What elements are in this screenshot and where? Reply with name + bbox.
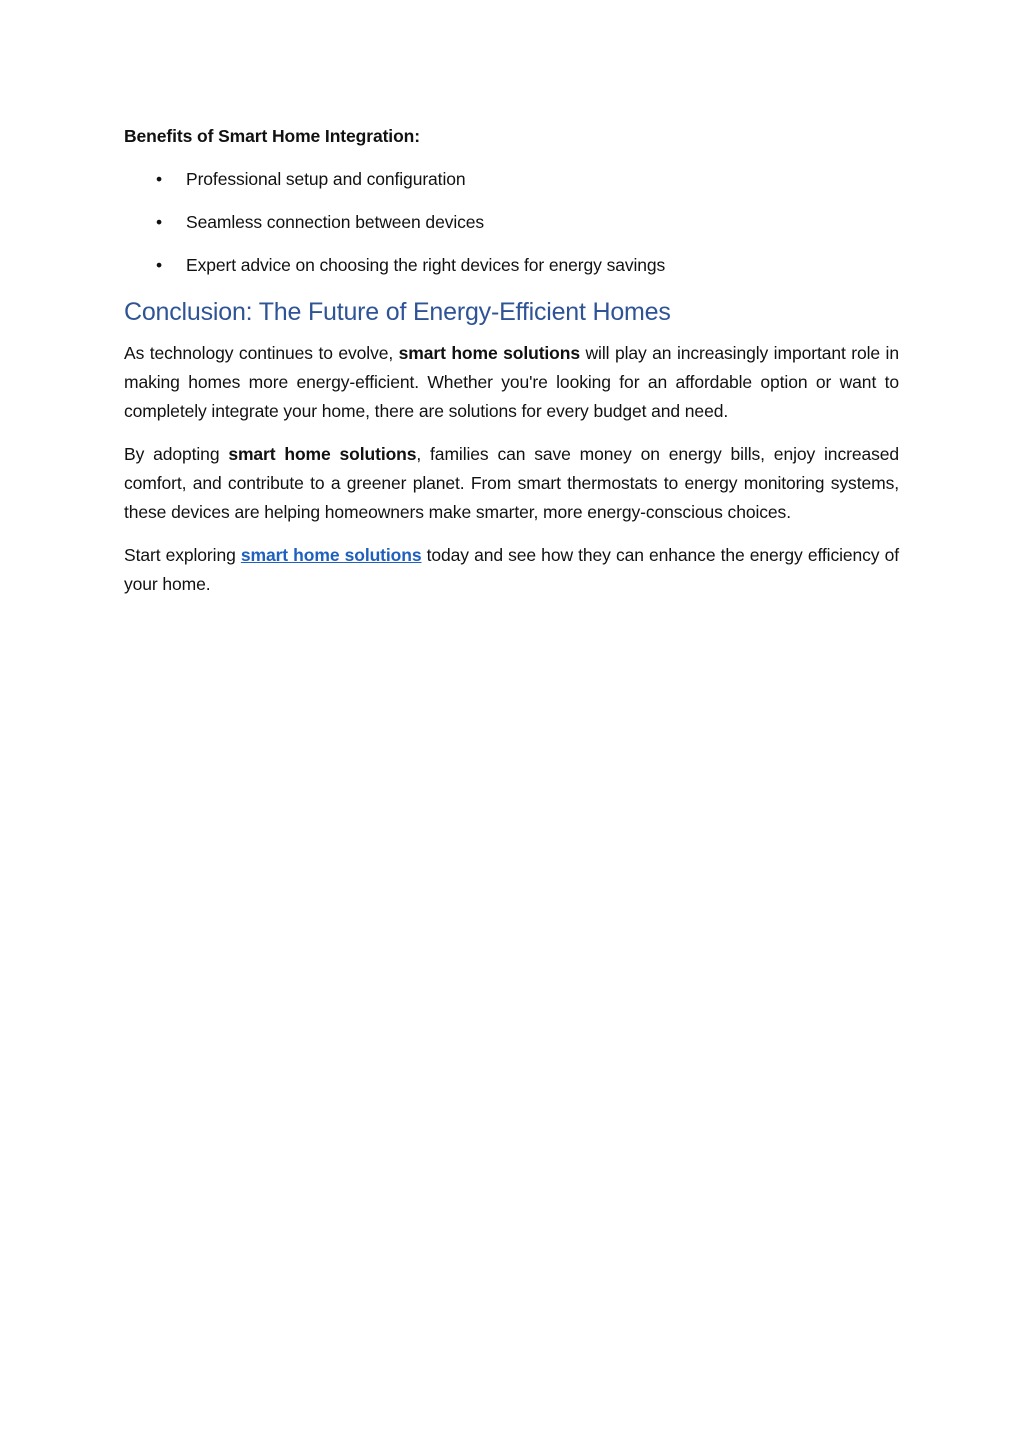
- paragraph-text: As technology continues to evolve,: [124, 343, 399, 363]
- paragraph-text: Start exploring: [124, 545, 241, 565]
- list-item: [124, 253, 899, 277]
- benefits-heading: Benefits of Smart Home Integration:: [124, 126, 420, 146]
- smart-home-solutions-link[interactable]: smart home solutions: [240, 545, 422, 565]
- bold-phrase: smart home solutions: [398, 343, 580, 363]
- bullet-icon: •: [156, 255, 163, 275]
- bullet-icon: •: [156, 169, 163, 189]
- bullet-icon: •: [156, 212, 163, 232]
- conclusion-paragraph-1: [124, 339, 899, 426]
- list-item: [124, 210, 899, 234]
- document-page: [124, 124, 899, 613]
- list-item-text: Seamless connection between devices: [186, 212, 485, 232]
- list-item-text: Expert advice on choosing the right devices for energy savings: [186, 255, 666, 275]
- benefits-list: [124, 167, 899, 277]
- paragraph-text: today and see how they can enhance the energy efficiency of your home.: [124, 545, 900, 594]
- conclusion-paragraph-2: [124, 440, 899, 527]
- conclusion-paragraph-3: [124, 541, 899, 599]
- paragraph-text: By adopting: [124, 444, 229, 464]
- conclusion-title: Conclusion: The Future of Energy-Efficient Homes: [124, 298, 671, 326]
- bold-phrase: smart home solutions: [228, 444, 417, 464]
- paragraph-text: , families can save money on energy bills, enjoy increased comfort, and contribute to a greener planet. From smart thermostats to energy monitoring systems, these devices are helping homeowners make smarter, more energy-conscious choices.: [124, 444, 899, 522]
- paragraph-text: will play an increasingly important role in making homes more energy-efficient. Whether you're looking for an affordable option or want to completely integrate your home, there are solutions for every budget and need.: [124, 343, 899, 421]
- list-item-text: Professional setup and configuration: [186, 169, 466, 189]
- list-item: [124, 167, 899, 191]
